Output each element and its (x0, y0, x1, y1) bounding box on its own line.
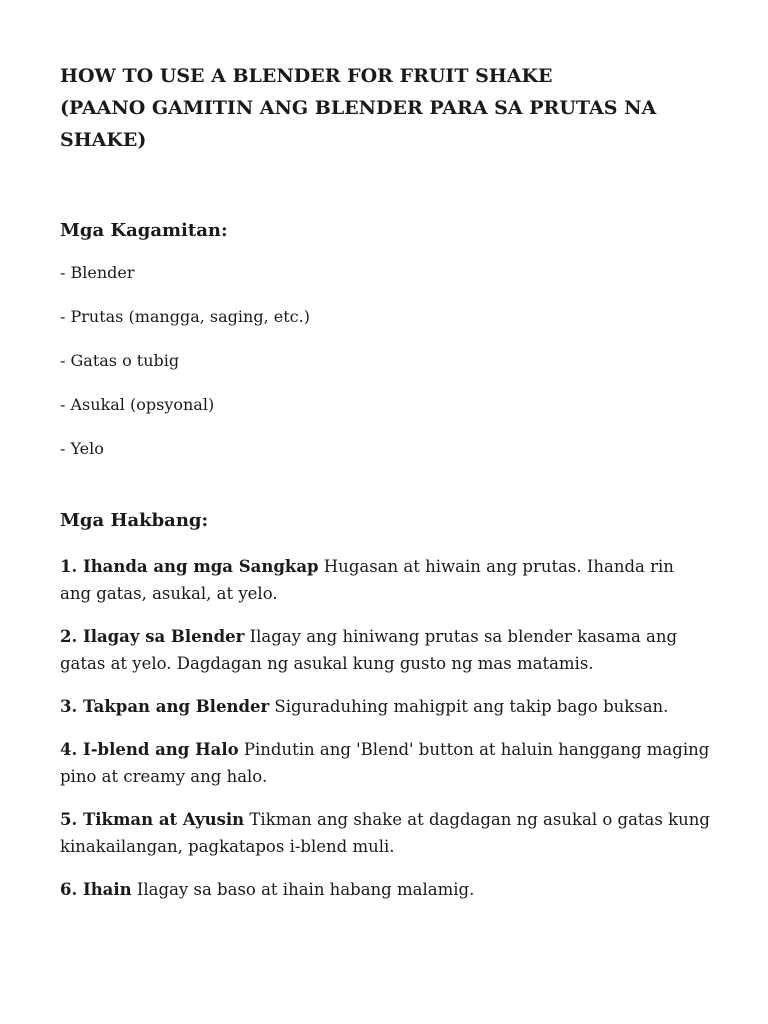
step-text: Pindutin ang 'Blend' button at haluin hanggang maging pino at creamy ang halo. (60, 740, 710, 786)
step-title: 6. Ihain (60, 880, 132, 899)
document-page (60, 60, 710, 919)
materials-heading: Mga Kagamitan: (60, 220, 228, 241)
step-text: Siguraduhing mahigpit ang takip bago buksan. (274, 697, 669, 716)
step-text: Tikman ang shake at dagdagan ng asukal o gatas kung kinakailangan, pagkatapos i-blend muli. (60, 810, 710, 856)
step-item (60, 806, 710, 860)
steps-list (60, 553, 710, 903)
step-title: 1. Ihanda ang mga Sangkap (60, 557, 319, 576)
material-item: - Asukal (opsyonal) (60, 395, 215, 414)
step-item (60, 693, 710, 720)
title-line-english: HOW TO USE A BLENDER FOR FRUIT SHAKE (60, 65, 553, 87)
document-title (60, 60, 710, 156)
step-item (60, 736, 710, 790)
step-title: 4. I-blend ang Halo (60, 740, 239, 759)
steps-heading: Mga Hakbang: (60, 510, 209, 531)
material-item: - Blender (60, 263, 135, 282)
materials-list (60, 262, 710, 460)
material-item: - Yelo (60, 439, 104, 458)
step-item (60, 623, 710, 677)
material-item: - Prutas (mangga, saging, etc.) (60, 307, 310, 326)
step-text: Ilagay ang hiniwang prutas sa blender kasama ang gatas at yelo. Dagdagan ng asukal kung gusto ng mas matamis. (60, 627, 678, 673)
step-text: Hugasan at hiwain ang prutas. Ihanda rin ang gatas, asukal, at yelo. (60, 557, 674, 603)
step-title: 5. Tikman at Ayusin (60, 810, 245, 829)
step-title: 3. Takpan ang Blender (60, 697, 270, 716)
step-title: 2. Ilagay sa Blender (60, 627, 245, 646)
step-text: Ilagay sa baso at ihain habang malamig. (136, 880, 475, 899)
step-item (60, 876, 710, 903)
title-line-filipino: (PAANO GAMITIN ANG BLENDER PARA SA PRUTAS NA SHAKE) (60, 97, 657, 151)
step-item (60, 553, 710, 607)
material-item: - Gatas o tubig (60, 351, 180, 370)
